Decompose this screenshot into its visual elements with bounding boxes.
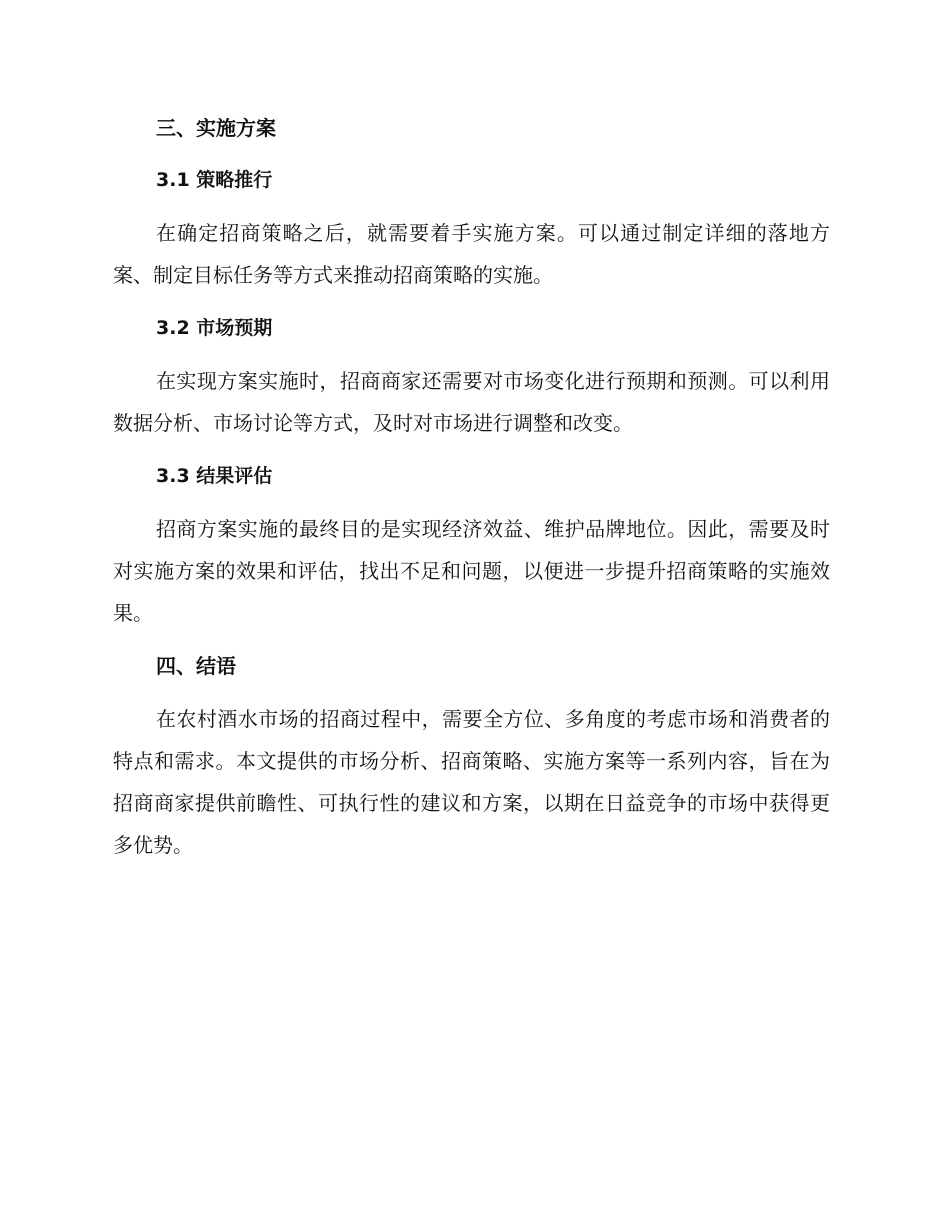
section-title-conclusion: 四、结语 <box>156 654 236 678</box>
paragraph-conclusion: 在农村酒水市场的招商过程中，需要全方位、多角度的考虑市场和消费者的特点和需求。本文提供的市场分析、招商策略、实施方案等一系列内容，旨在为招商商家提供前瞻性、可执行性的建议和方案，以期在日益竞争的市场中获得更多优势。 <box>113 707 830 857</box>
subsection-title-strategy: 3.1 策略推行 <box>156 169 273 191</box>
paragraph-market-expectation: 在实现方案实施时，招商商家还需要对市场变化进行预期和预测。可以利用数据分析、市场讨论等方式，及时对市场进行调整和改变。 <box>113 369 830 435</box>
paragraph-strategy: 在确定招商策略之后，就需要着手实施方案。可以通过制定详细的落地方案、制定目标任务等方式来推动招商策略的实施。 <box>113 221 830 287</box>
section-title-implementation: 三、实施方案 <box>156 116 276 140</box>
subsection-title-result-evaluation: 3.3 结果评估 <box>156 465 273 487</box>
subsection-title-market-expectation: 3.2 市场预期 <box>156 317 273 339</box>
paragraph-result-evaluation: 招商方案实施的最终目的是实现经济效益、维护品牌地位。因此，需要及时对实施方案的效果和评估，找出不足和问题，以便进一步提升招商策略的实施效果。 <box>113 517 830 625</box>
